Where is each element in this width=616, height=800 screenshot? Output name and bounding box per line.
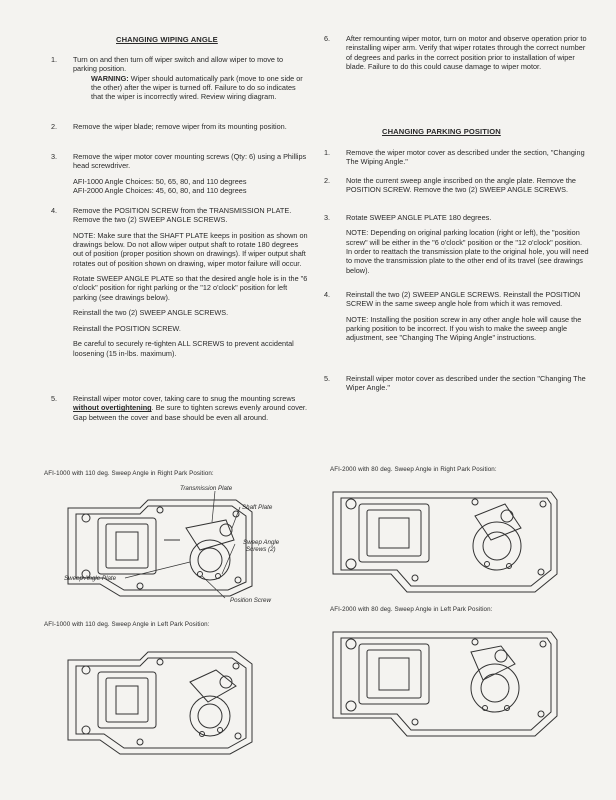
step-text-a: Reinstall wiper motor cover, taking care to snug the mounting screws bbox=[73, 394, 296, 403]
label-sweep-angle-plate: Sweep Angle Plate bbox=[64, 575, 117, 582]
step-text: Note the current sweep angle inscribed on the angle plate. Remove the POSITION SCREW. Remove the two (2) SWEEP ANGLE SCREWS. bbox=[346, 176, 576, 195]
label-sweep-angle-screws: Sweep Angle bbox=[243, 539, 280, 546]
diagram-afi2000-left-park bbox=[325, 612, 575, 752]
step-text: Reinstall wiper motor cover as described under the section "Changing The Wiper Angle." bbox=[346, 374, 586, 393]
step-text: After remounting wiper motor, turn on motor and observe operation prior to reinstalling wiper arm. Verify that wiper rotates through the correct number of degrees and parks in the correct position prior to installation of wiper blade. Failure to do this could cause damage to wiper motor. bbox=[346, 34, 587, 71]
label-transmission-plate: Transmission Plate bbox=[180, 485, 233, 492]
step-number: 3. bbox=[324, 213, 331, 222]
step-text: Remove the POSITION SCREW from the TRANSMISSION PLATE. Remove the two (2) SWEEP ANGLE SCREWS. bbox=[73, 206, 292, 225]
step-text: Rotate SWEEP ANGLE PLATE 180 degrees. bbox=[346, 213, 492, 222]
step-note: NOTE: Make sure that the SHAFT PLATE keeps in position as shown on drawings below. Do not allow wiper output shaft to rotate 180 degrees out of position (proper position shown on drawings). If wiper output shaft rotates out of position shown on drawing, wiper motor failure will occur. bbox=[73, 230, 308, 268]
warning-label: WARNING: bbox=[91, 73, 129, 83]
step-number: 1. bbox=[324, 148, 331, 157]
step-text: Reinstall the two (2) SWEEP ANGLE SCREWS. Reinstall the POSITION SCREW in the same sweep angle hole from which it was removed. bbox=[346, 290, 581, 309]
label-position-screw: Position Screw bbox=[230, 597, 271, 604]
step-careful: Be careful to securely re-tighten ALL SCREWS to prevent accidental loosening (15 in-lbs. maximum). bbox=[73, 339, 294, 358]
warning-text: Wiper should automatically park (move to one side or the other) after the wiper is turned off. Failure to do so indicates that the wiper is incorrectly wired. Review wiring diagram. bbox=[91, 73, 303, 102]
section-title-parking-position: CHANGING PARKING POSITION bbox=[382, 127, 501, 136]
figure-caption-1: AFI-1000 with 110 deg. Sweep Angle in Right Park Position: bbox=[44, 470, 214, 477]
figure-caption-2: AFI-1000 with 110 deg. Sweep Angle in Left Park Position: bbox=[44, 621, 210, 628]
diagram-afi1000-left-park bbox=[40, 630, 310, 770]
diagram-afi2000-right-park bbox=[325, 474, 575, 604]
step-text: Remove the wiper blade; remove wiper from its mounting position. bbox=[73, 122, 287, 131]
step-number: 5. bbox=[51, 394, 58, 403]
step-number: 2. bbox=[324, 176, 331, 185]
step-reinstall-position: Reinstall the POSITION SCREW. bbox=[73, 323, 181, 333]
label-sweep-angle-screws-count: Screws (2) bbox=[246, 546, 276, 553]
step-number: 4. bbox=[51, 206, 58, 215]
step-number: 2. bbox=[51, 122, 58, 131]
step-text: Remove the wiper motor cover mounting screws (Qty: 6) using a Phillips head screwdriver. bbox=[73, 152, 307, 171]
step-text: Turn on and then turn off wiper switch and allow wiper to move to parking position. bbox=[73, 55, 284, 74]
diagram-afi1000-right-park bbox=[40, 478, 310, 613]
step-rotate: Rotate SWEEP ANGLE PLATE so that the desired angle hole is in the "6 o'clock" position for right parking or the "12 o'clock" position for left parking (see drawings below). bbox=[73, 274, 308, 302]
step-number: 1. bbox=[51, 55, 58, 64]
afi-2000-choices: AFI-2000 Angle Choices: 45, 60, 80, and 110 degrees bbox=[73, 186, 247, 196]
section-title-wiping-angle: CHANGING WIPING ANGLE bbox=[116, 35, 218, 44]
step-text-emphasis: without overtightening bbox=[73, 403, 152, 413]
afi-1000-choices: AFI-1000 Angle Choices: 50, 65, 80, and 110 degrees bbox=[73, 176, 247, 186]
figure-caption-4: AFI-2000 with 80 deg. Sweep Angle in Left Park Position: bbox=[330, 606, 493, 613]
step-number: 3. bbox=[51, 152, 58, 161]
step-number: 4. bbox=[324, 290, 331, 299]
step-number: 5. bbox=[324, 374, 331, 383]
step-text: Remove the wiper motor cover as described under the section, "Changing The Wiping Angle." bbox=[346, 148, 585, 167]
step-number: 6. bbox=[324, 34, 331, 43]
label-shaft-plate: Shaft Plate bbox=[242, 504, 273, 511]
figure-caption-3: AFI-2000 with 80 deg. Sweep Angle in Right Park Position: bbox=[330, 466, 497, 473]
step-reinstall-sweep: Reinstall the two (2) SWEEP ANGLE SCREWS. bbox=[73, 308, 229, 318]
step-text-b: . Be sure to tighten screws evenly around cover. Gap between the cover and base should be even all around. bbox=[73, 403, 307, 422]
step-note: NOTE: Installing the position screw in any other angle hole will cause the parking position to be incorrect. If you wish to make the sweep angle adjustment, see "Changing The Wiping Angle" instructions. bbox=[346, 314, 582, 343]
step-note: NOTE: Depending on original parking location (right or left), the "position screw" will be either in the "6 o'clock" position or the "12 o'clock" position. In order to reattach the transmission plate to the original hole, you will need to move the transmission plate to the other end of its travel (see drawings below). bbox=[346, 228, 589, 275]
